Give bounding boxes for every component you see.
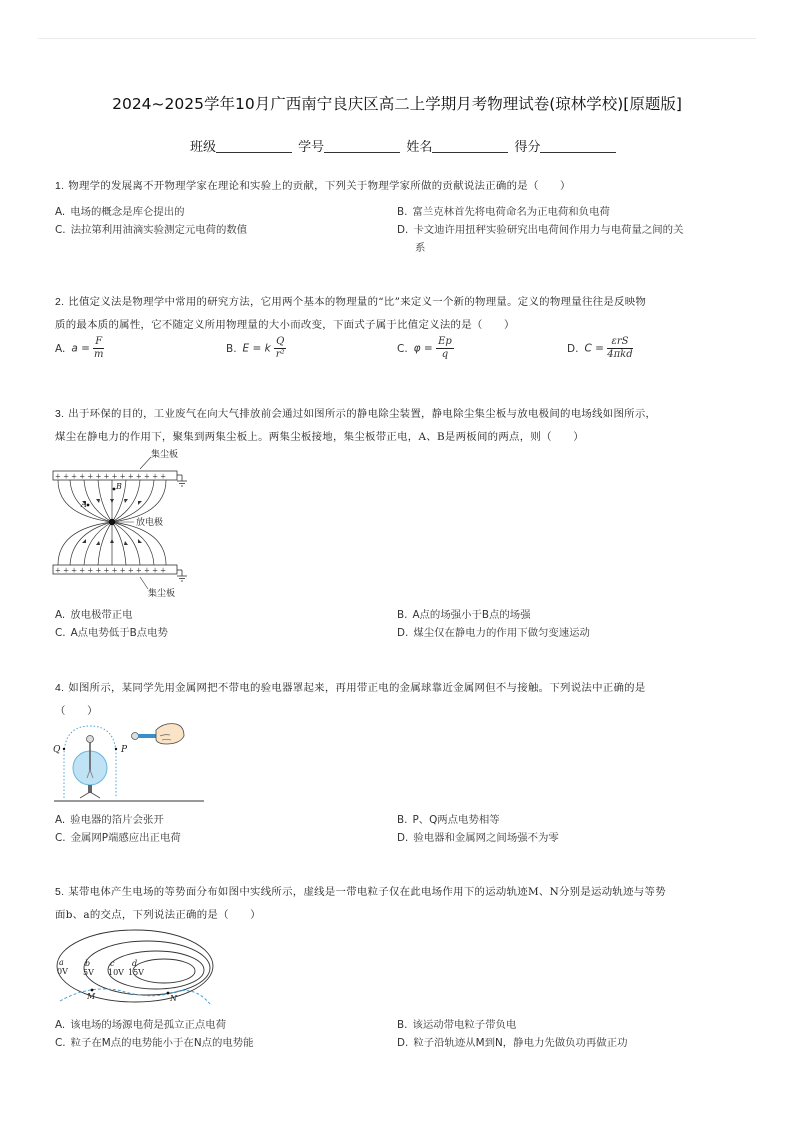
q1-option-d[interactable] [397,221,683,257]
option-text: 该电场的场源电荷是孤立正点电荷 [70,1019,227,1031]
option-label: A. [55,814,66,826]
option-label: C. [55,627,66,639]
formula-lhs: φ = [413,342,433,355]
class-blank[interactable] [216,139,292,153]
stem-text: 如图所示，某同学先用金属网把不带电的验电器罩起来，再用带正电的金属球靠近金属网但不与接触。下列说法中正确的是 [68,682,646,694]
question-2-stem [55,291,646,336]
option-label: B. [397,814,408,826]
q4-option-b[interactable] [397,811,500,829]
stem-text-cont: 煤尘在静电力的作用下，聚集到两集尘板上。两集尘板接地，集尘板带正电，A、B是两板间的两点，则（ ） [55,431,584,443]
q3-option-c[interactable] [55,624,168,642]
q5-option-b[interactable] [397,1016,516,1034]
question-number: 5. [55,887,65,898]
option-label: B. [397,609,408,621]
option-label: A. [55,206,66,218]
stem-text: 物理学的发展离不开物理学家在理论和实验上的贡献，下列关于物理学家所做的贡献说法正确的是（ ） [68,180,571,192]
point-a [87,504,90,507]
formula-numerator: F [95,336,103,347]
bottom-plate-label: 集尘板 [148,589,176,599]
header-rule [38,38,756,39]
option-label: D. [397,832,409,844]
name-label: 姓名 [406,140,433,155]
question-number: 4. [55,683,65,694]
question-1-stem [55,175,571,198]
formula-lhs: E = k [242,342,271,355]
q1-option-c[interactable] [55,221,247,239]
top-plate-charges: + + + + + + + + + + + + + + [55,472,167,481]
stem-text: 某带电体产生电场的等势面分布如图中实线所示，虚线是一带电粒子仅在此电场作用下的运动轨迹M、N分别是运动轨迹与等势 [68,886,666,898]
question-number: 2. [55,297,65,308]
point-b-label: B [116,482,122,491]
option-text: 卡文迪许用扭秤实验研究出电荷间作用力与电荷量之间的关 [413,224,684,236]
point-m-label: M [87,992,96,1001]
formula-denominator: 4πkd [607,349,633,360]
q3-option-d[interactable] [397,624,590,642]
name-blank[interactable] [432,139,508,153]
q2-option-c[interactable] [397,336,454,361]
equipotential-figure [50,926,220,1012]
student-info-line [190,136,618,155]
ground-icon [177,570,187,581]
option-label: B. [397,1019,408,1031]
option-label: B. [397,206,408,218]
ground-icon [177,475,187,486]
question-number: 3. [55,409,65,420]
point-n-label: N [170,994,177,1003]
volt-d: 15V [128,968,144,977]
option-label: B. [226,342,237,355]
q4-option-a[interactable] [55,811,164,829]
stem-text-cont: 质的最本质的属性，它不随定义所用物理量的大小而改变，下面式子属于比值定义法的是（ ） [55,319,515,331]
stem-text: 比值定义法是物理学中常用的研究方法，它用两个基本的物理量的“比”来定义一个新的物理量。定义的物理量往往是反映物 [68,296,647,308]
q3-option-a[interactable] [55,606,133,624]
option-label: C. [55,1037,66,1049]
q5-option-a[interactable] [55,1016,226,1034]
question-5-stem [55,881,666,926]
formula-lhs: a = [71,342,90,355]
q4-option-c[interactable] [55,829,181,847]
hand-icon [156,724,184,744]
q5-option-c[interactable] [55,1034,254,1052]
option-text: 富兰克林首先将电荷命名为正电荷和负电荷 [412,206,610,218]
class-label: 班级 [190,140,217,155]
electroscope-figure [50,718,210,804]
q1-option-a[interactable] [55,203,185,221]
option-label: D. [567,342,579,355]
formula-numerator: εrS [607,336,632,349]
option-text: A点的场强小于B点的场强 [412,609,531,621]
label-b: b [85,959,91,968]
point-n [167,992,170,995]
label-a: a [59,958,64,967]
top-plate-label: 集尘板 [151,450,179,460]
q5-option-d[interactable] [397,1034,627,1052]
bottom-plate-charges: + + + + + + + + + + + + + + [55,566,167,575]
electrostatic-precipitator-figure [50,445,200,601]
formula-lhs: C = [584,342,604,355]
electrode-label: 放电极 [136,518,164,528]
q2-option-a[interactable] [55,336,104,361]
option-text: 电场的概念是库仑提出的 [70,206,185,218]
stem-text-cont: （ ） [55,705,98,717]
id-label: 学号 [298,140,325,155]
question-3-stem [55,403,656,448]
formula-denominator: m [94,349,104,360]
option-label: D. [397,224,409,236]
option-label: C. [397,342,408,355]
q1-option-b[interactable] [397,203,610,221]
option-text: 验电器的箔片会张开 [70,814,164,826]
score-label: 得分 [514,140,541,155]
formula-numerator: Ep [438,336,452,347]
electroscope-knob [87,736,94,743]
point-a-label: A [81,500,87,509]
option-text: 验电器和金属网之间场强不为零 [413,832,559,844]
option-text: 金属网P端感应出正电荷 [70,832,181,844]
volt-c: 10V [108,968,124,977]
point-b [113,488,116,491]
question-4-stem [55,677,646,722]
label-c: c [110,959,115,968]
q2-option-d[interactable] [567,336,633,361]
option-label: C. [55,832,66,844]
page-title: 2024~2025学年10月广西南宁良庆区高二上学期月考物理试卷(琼林学校)[原题版] [112,95,682,113]
charged-ball [132,733,139,740]
option-label: A. [55,1019,66,1031]
option-text: P、Q两点电势相等 [412,814,500,826]
equipotential-b [84,941,210,995]
option-text-cont: 系 [415,242,426,254]
option-text: 粒子在M点的电势能小于在N点的电势能 [70,1037,254,1049]
id-blank[interactable] [324,139,400,153]
q3-option-b[interactable] [397,606,531,624]
formula-denominator: r² [275,349,285,360]
formula-denominator: q [441,349,449,360]
stem-text-cont: 面b、a的交点，下列说法正确的是（ ） [55,909,261,921]
volt-b: 5V [83,968,94,977]
point-q-label: Q [53,745,61,755]
point-p-label: P [121,745,128,755]
q4-option-d[interactable] [397,829,559,847]
volt-a: 0V [57,967,68,976]
option-label: A. [55,609,66,621]
point-m [91,989,94,992]
formula-numerator: Q [276,336,285,347]
discharge-electrode [109,519,115,525]
label-d: d [132,959,138,968]
option-label: A. [55,342,66,355]
option-text: 粒子沿轨迹从M到N，静电力先做负功再做正功 [413,1037,628,1049]
option-label: C. [55,224,66,236]
q2-option-b[interactable] [226,336,286,361]
score-blank[interactable] [540,139,616,153]
question-number: 1. [55,181,65,192]
option-label: D. [397,627,409,639]
option-label: D. [397,1037,409,1049]
option-text: 法拉第利用油滴实验测定元电荷的数值 [70,224,248,236]
option-text: 该运动带电粒子带负电 [412,1019,517,1031]
option-text: 放电极带正电 [70,609,133,621]
stem-text: 出于环保的目的，工业废气在向大气排放前会通过如图所示的静电除尘装置，静电除尘集尘板与放电极间的电场线如图所示， [68,408,657,420]
option-text: 煤尘仅在静电力的作用下做匀变速运动 [413,627,590,639]
option-text: A点电势低于B点电势 [70,627,168,639]
